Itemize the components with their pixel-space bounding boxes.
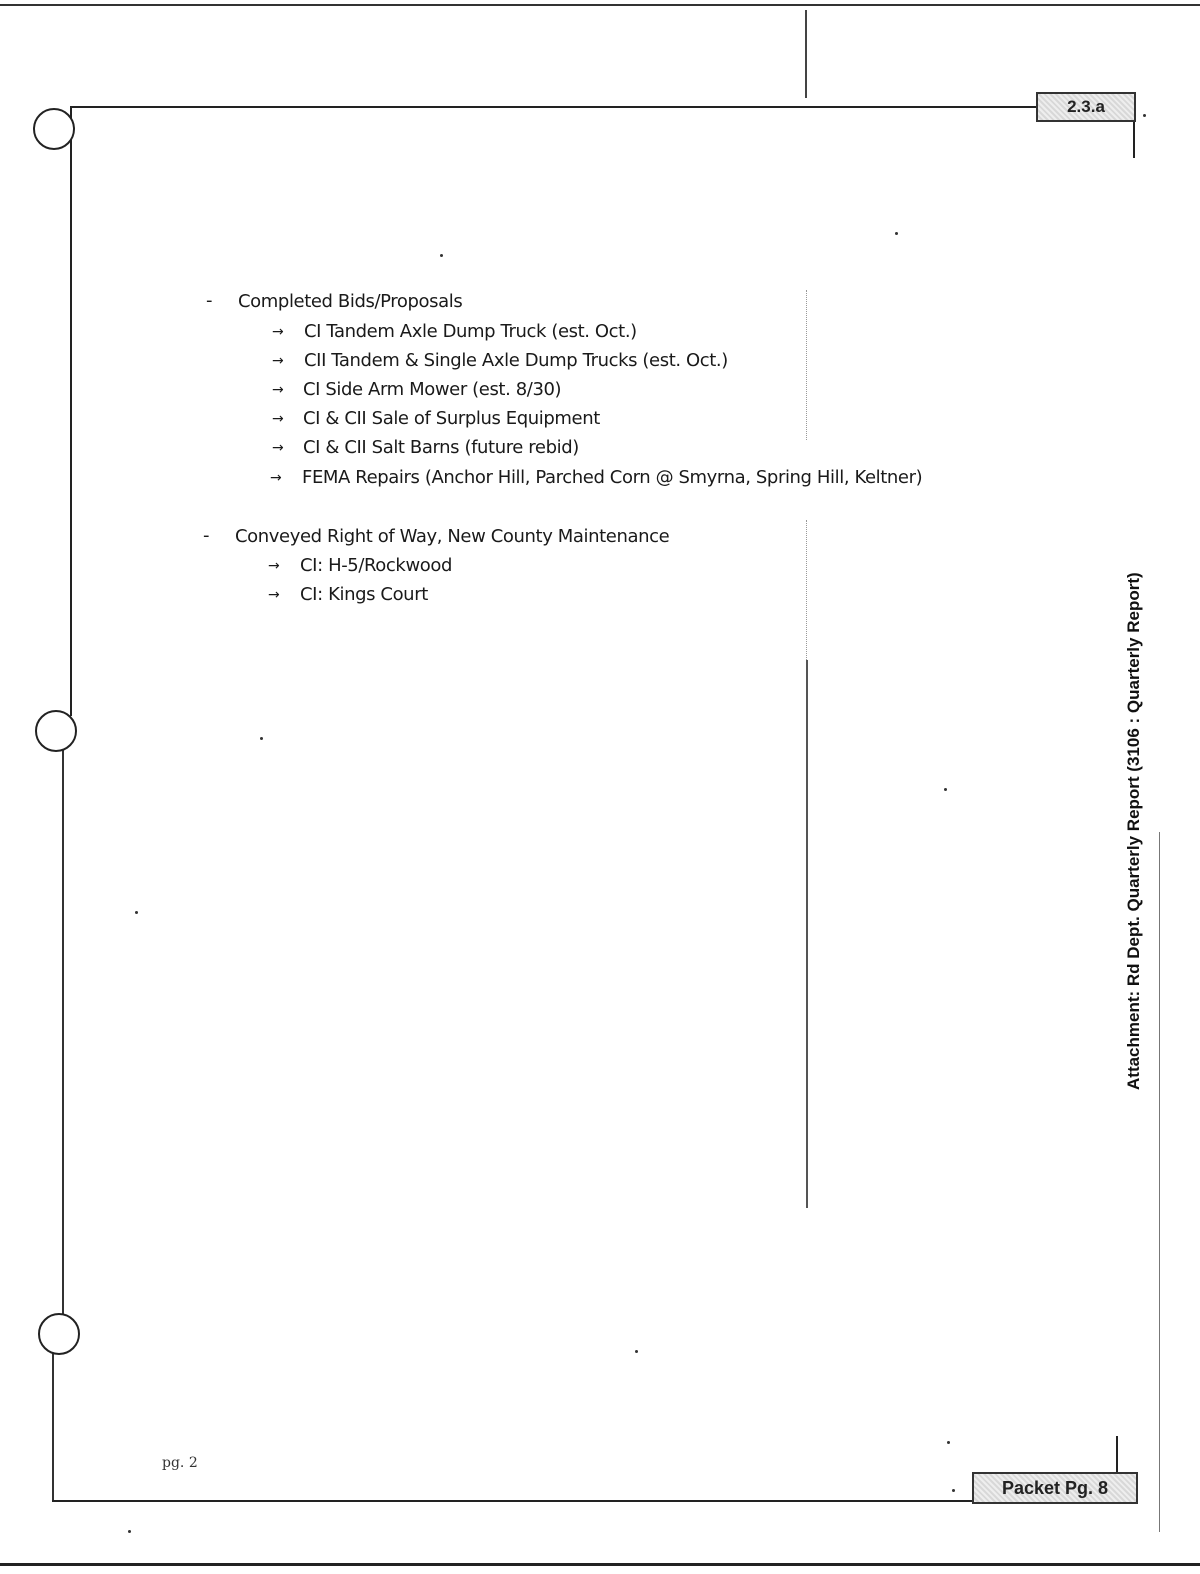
list-item: CI Tandem Axle Dump Truck (est. Oct.) — [304, 321, 637, 342]
scan-artifact-line — [805, 10, 807, 98]
arrow-right-icon: → — [272, 411, 284, 427]
list-item: FEMA Repairs (Anchor Hill, Parched Corn @ Smyrna, Spring Hill, Keltner) — [302, 467, 923, 488]
page-frame-bottom — [52, 1500, 972, 1502]
arrow-right-icon: → — [268, 558, 280, 574]
list-item: CI: H-5/Rockwood — [300, 555, 453, 576]
list-item: CI Side Arm Mower (est. 8/30) — [303, 379, 562, 400]
arrow-right-icon: → — [272, 440, 284, 456]
scan-speck — [260, 737, 263, 740]
scan-top-edge — [0, 4, 1200, 6]
packet-page-stamp: Packet Pg. 8 — [972, 1472, 1138, 1504]
list-item: CI & CII Salt Barns (future rebid) — [303, 437, 579, 458]
arrow-right-icon: → — [272, 324, 284, 340]
scan-speck — [440, 254, 443, 257]
scan-artifact-dotted-line — [806, 290, 807, 440]
scan-speck — [1143, 114, 1146, 117]
arrow-right-icon: → — [270, 470, 282, 486]
scan-speck — [135, 911, 138, 914]
page-number: pg. 2 — [162, 1455, 198, 1471]
arrow-right-icon: → — [268, 587, 280, 603]
scan-speck — [895, 232, 898, 235]
scan-speck — [947, 1441, 950, 1444]
page-frame-right-mark — [1116, 1436, 1118, 1472]
scan-artifact-line — [806, 660, 808, 1208]
page-frame-top — [70, 106, 1038, 108]
page-frame-right-mark — [1133, 120, 1135, 158]
scan-bottom-edge — [0, 1563, 1200, 1566]
list-item: CI & CII Sale of Surplus Equipment — [303, 408, 600, 429]
scan-speck — [635, 1350, 638, 1353]
bullet-dash: - — [205, 290, 213, 311]
punch-hole-icon — [35, 710, 77, 752]
arrow-right-icon: → — [272, 353, 284, 369]
section-heading: Completed Bids/Proposals — [238, 291, 463, 312]
scan-speck — [944, 788, 947, 791]
scan-speck — [128, 1530, 131, 1533]
page-frame-left — [52, 1334, 54, 1502]
scan-artifact-line — [1159, 832, 1160, 1532]
punch-hole-icon — [38, 1313, 80, 1355]
page-frame-left — [62, 716, 64, 1334]
attachment-side-label: Attachment: Rd Dept. Quarterly Report (3106 : Quarterly Report) — [1124, 572, 1143, 1090]
section-number-stamp: 2.3.a — [1036, 92, 1136, 122]
arrow-right-icon: → — [272, 382, 284, 398]
scan-speck — [952, 1489, 955, 1492]
page-frame-left — [70, 106, 72, 716]
bullet-dash: - — [202, 525, 210, 546]
section-heading: Conveyed Right of Way, New County Maintenance — [235, 526, 670, 547]
list-item: CI: Kings Court — [300, 584, 428, 605]
punch-hole-icon — [33, 108, 75, 150]
scan-artifact-dotted-line — [806, 520, 807, 660]
list-item: CII Tandem & Single Axle Dump Trucks (est. Oct.) — [304, 350, 728, 371]
